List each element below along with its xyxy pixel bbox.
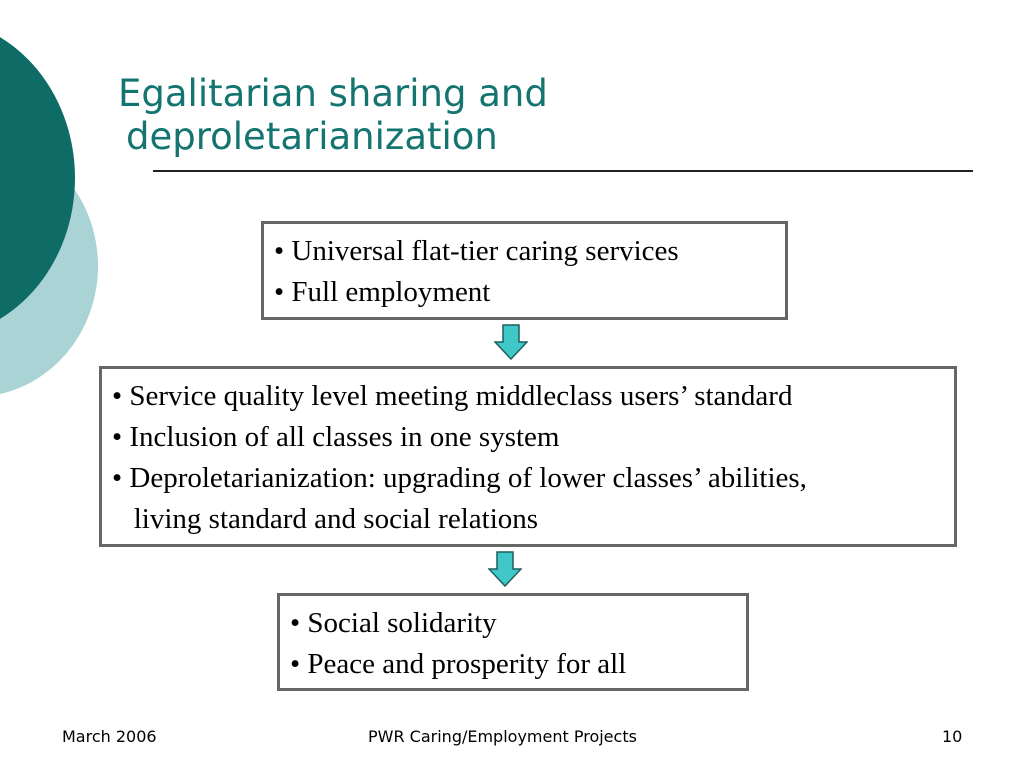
- box-item-full-employment: • Full employment: [274, 276, 491, 308]
- box-policy-measures: [261, 221, 788, 320]
- title-underline: [153, 170, 973, 172]
- page-number: 10: [942, 727, 963, 746]
- box-item-deproletarianization: • Deproletarianization: upgrading of lower classes’ abilities,: [112, 462, 807, 494]
- down-arrow-icon: [488, 551, 522, 587]
- box-item-universal-services: • Universal flat-tier caring services: [274, 235, 679, 267]
- slide-title-line-2: deproletarianization: [126, 115, 498, 158]
- slide-title: [118, 72, 548, 158]
- down-arrow-icon: [494, 324, 528, 360]
- box-outcomes: [99, 366, 957, 547]
- footer-date: March 2006: [62, 727, 157, 746]
- footer-title: PWR Caring/Employment Projects: [368, 727, 637, 746]
- box-results: [277, 593, 749, 691]
- box-item-service-quality: • Service quality level meeting middleclass users’ standard: [112, 380, 793, 412]
- slide-title-line-1: Egalitarian sharing and: [118, 72, 548, 115]
- box-item-social-solidarity: • Social solidarity: [290, 607, 497, 639]
- box-item-inclusion: • Inclusion of all classes in one system: [112, 421, 560, 453]
- box-item-peace-prosperity: • Peace and prosperity for all: [290, 648, 627, 680]
- box-item-deproletarianization-cont: living standard and social relations: [112, 503, 539, 535]
